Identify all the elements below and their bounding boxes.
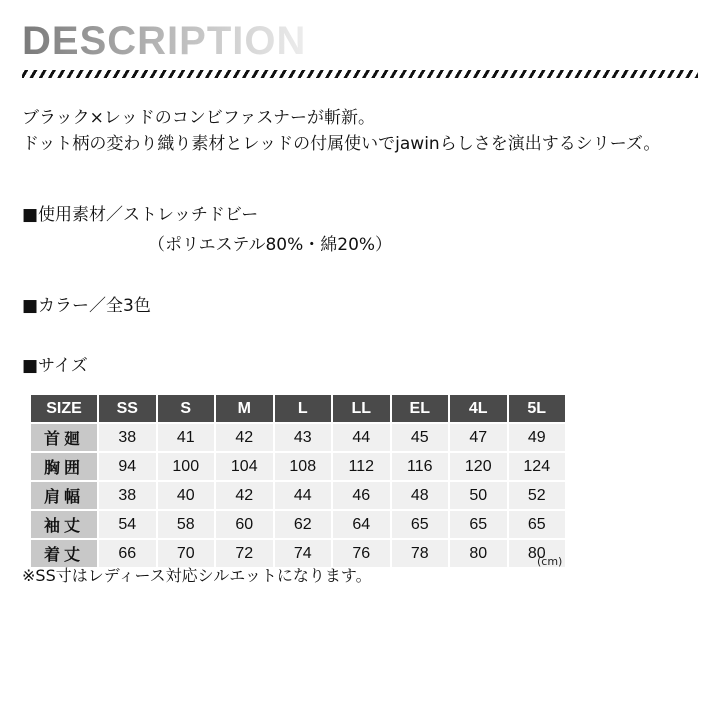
table-cell: 100 bbox=[157, 452, 216, 481]
table-cell: 74 bbox=[274, 539, 333, 568]
material-detail: （ポリエステル80%・綿20%） bbox=[148, 235, 393, 255]
table-cell: 78 bbox=[391, 539, 450, 568]
header-cell: 4L bbox=[449, 394, 508, 423]
color-info: ■カラー／全3色 bbox=[22, 296, 151, 316]
table-cell: 50 bbox=[449, 481, 508, 510]
table-cell: 43 bbox=[274, 423, 333, 452]
table-cell: 49 bbox=[508, 423, 567, 452]
table-cell: 80 bbox=[449, 539, 508, 568]
size-table bbox=[29, 393, 567, 569]
table-row bbox=[30, 510, 566, 539]
table-cell: 65 bbox=[449, 510, 508, 539]
table-cell: 41 bbox=[157, 423, 216, 452]
table-row bbox=[30, 423, 566, 452]
table-cell: 52 bbox=[508, 481, 567, 510]
header-cell: M bbox=[215, 394, 274, 423]
description-line-1: ブラック×レッドのコンビファスナーが斬新。 bbox=[22, 108, 376, 128]
size-table-header-row bbox=[30, 394, 566, 423]
table-cell: 38 bbox=[98, 423, 157, 452]
table-row bbox=[30, 481, 566, 510]
table-cell: 44 bbox=[274, 481, 333, 510]
table-cell: 104 bbox=[215, 452, 274, 481]
table-cell: 112 bbox=[332, 452, 391, 481]
table-cell: 64 bbox=[332, 510, 391, 539]
table-cell: 76 bbox=[332, 539, 391, 568]
table-cell: 58 bbox=[157, 510, 216, 539]
header-cell: L bbox=[274, 394, 333, 423]
table-cell: 38 bbox=[98, 481, 157, 510]
description-line-2: ドット柄の変わり織り素材とレッドの付属使いでjawinらしさを演出するシリーズ。 bbox=[22, 134, 661, 154]
header-cell: SS bbox=[98, 394, 157, 423]
material-label: ■使用素材／ストレッチドビー bbox=[22, 205, 259, 225]
table-cell: 120 bbox=[449, 452, 508, 481]
table-cell: 94 bbox=[98, 452, 157, 481]
table-cell: 66 bbox=[98, 539, 157, 568]
striped-divider bbox=[22, 70, 698, 78]
table-cell: 108 bbox=[274, 452, 333, 481]
table-cell: 54 bbox=[98, 510, 157, 539]
table-cell: 116 bbox=[391, 452, 450, 481]
row-label: 肩幅 bbox=[30, 481, 98, 510]
unit-label: (cm) bbox=[537, 555, 563, 568]
row-label: 胸囲 bbox=[30, 452, 98, 481]
header-cell: S bbox=[157, 394, 216, 423]
header-cell: 5L bbox=[508, 394, 567, 423]
table-cell: 65 bbox=[508, 510, 567, 539]
table-cell: 44 bbox=[332, 423, 391, 452]
header-cell: EL bbox=[391, 394, 450, 423]
row-label: 袖丈 bbox=[30, 510, 98, 539]
table-cell: 60 bbox=[215, 510, 274, 539]
table-cell: 72 bbox=[215, 539, 274, 568]
row-label: 首廻 bbox=[30, 423, 98, 452]
table-cell: 65 bbox=[391, 510, 450, 539]
table-cell: 40 bbox=[157, 481, 216, 510]
row-label: 着丈 bbox=[30, 539, 98, 568]
page-heading: DESCRIPTION bbox=[22, 16, 306, 66]
table-cell: 42 bbox=[215, 481, 274, 510]
table-cell: 47 bbox=[449, 423, 508, 452]
table-cell: 62 bbox=[274, 510, 333, 539]
table-cell: 70 bbox=[157, 539, 216, 568]
table-cell: 80 bbox=[508, 539, 567, 568]
table-cell: 46 bbox=[332, 481, 391, 510]
table-cell: 48 bbox=[391, 481, 450, 510]
table-cell: 124 bbox=[508, 452, 567, 481]
footnote: ※SS寸はレディース対応シルエットになります。 bbox=[22, 566, 372, 585]
table-cell: 45 bbox=[391, 423, 450, 452]
header-cell: SIZE bbox=[30, 394, 98, 423]
table-row bbox=[30, 452, 566, 481]
table-cell: 42 bbox=[215, 423, 274, 452]
size-heading: ■サイズ bbox=[22, 356, 88, 376]
header-cell: LL bbox=[332, 394, 391, 423]
table-row bbox=[30, 539, 566, 568]
